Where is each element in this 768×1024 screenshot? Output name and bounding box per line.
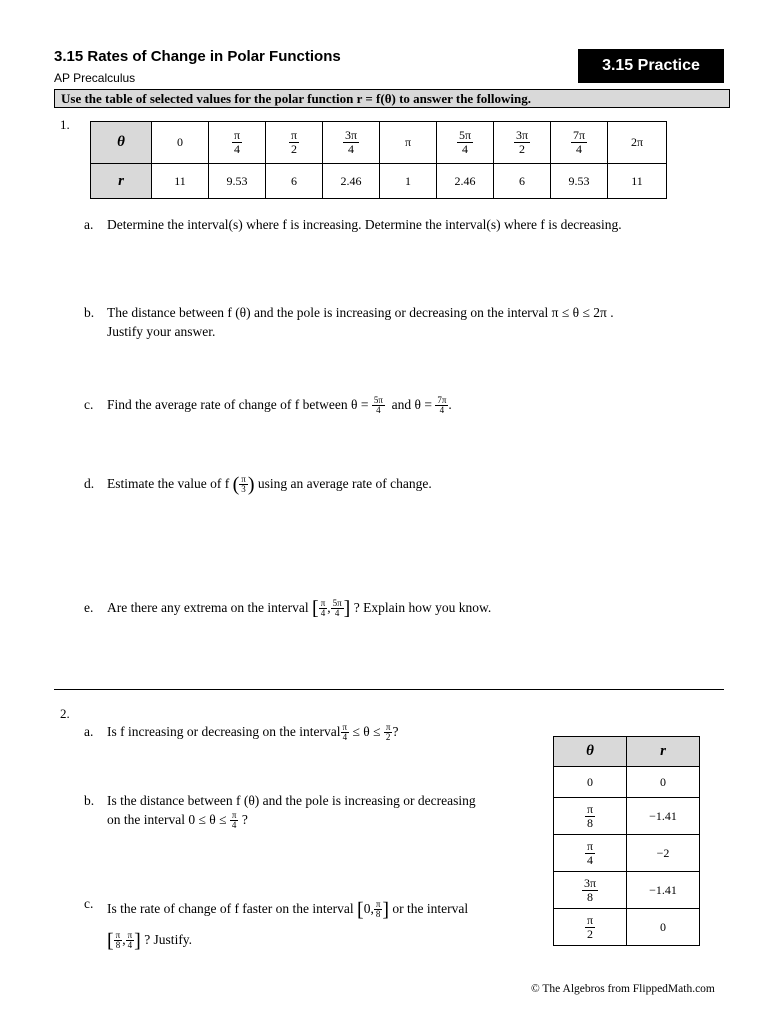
problem-1-number: 1. [60, 117, 70, 132]
r-cell: 11 [152, 164, 209, 199]
r-cell: 0 [627, 767, 700, 798]
theta-cell: π [380, 122, 437, 164]
question-1a [84, 215, 724, 235]
theta-cell: $\frac{3\pi}{2}$ [494, 122, 551, 164]
r-cell: −1.41 [627, 872, 700, 909]
r-cell: −2 [627, 835, 700, 872]
question-label: a. [84, 724, 94, 739]
question-label: d. [84, 476, 95, 491]
theta-cell: 0 [554, 767, 627, 798]
r-cell: 6 [266, 164, 323, 199]
question-2c [84, 894, 534, 954]
question-text: Estimate the value of f ( $\frac{\pi}{3}$ ) using an average rate of change. [107, 473, 432, 496]
theta-header: θ [91, 122, 152, 164]
theta-cell: $\frac{\pi}{4}$ [209, 122, 266, 164]
theta-cell: $\frac{3\pi}{4}$ [323, 122, 380, 164]
r-cell: 9.53 [551, 164, 608, 199]
theta-cell: $\frac{\pi}{2}$ [266, 122, 323, 164]
r-cell: −1.41 [627, 798, 700, 835]
worksheet-title: 3.15 Rates of Change in Polar Functions [54, 48, 341, 65]
question-2b [84, 791, 534, 835]
r-cell: 1 [380, 164, 437, 199]
question-text: Is f increasing or decreasing on the interval $\frac{\pi}{4}$ ≤ θ ≤ $\frac{\pi}{2}$ ? [107, 721, 399, 743]
theta-cell: $\frac{\pi}{8}$ [554, 798, 627, 835]
theta-cell: $\frac{3\pi}{8}$ [554, 872, 627, 909]
theta-cell: $\frac{\pi}{4}$ [554, 835, 627, 872]
r-cell: 2.46 [323, 164, 380, 199]
question-label: b. [84, 793, 95, 808]
r-cell: 11 [608, 164, 667, 199]
question-text: Find the average rate of change of f between θ = $\frac{5\pi}{4}$ and θ = $\frac{7\pi}{4}$ . [107, 394, 452, 416]
question-1c [84, 395, 724, 423]
r-header: r [627, 737, 700, 767]
question-label: c. [84, 397, 94, 412]
polar-values-table [90, 121, 667, 199]
theta-cell: 2π [608, 122, 667, 164]
r-cell: 6 [494, 164, 551, 199]
instructions-bar: Use the table of selected values for the polar function r = f(θ) to answer the following. [54, 89, 730, 108]
question-1b [84, 303, 724, 343]
question-text: The distance between f (θ) and the pole is increasing or decreasing on the interval π ≤ θ ≤ 2π . Justify your answer. [107, 305, 614, 339]
r-cell: 2.46 [437, 164, 494, 199]
copyright-footer: © The Algebros from FlippedMath.com [531, 983, 715, 995]
question-text: Is the rate of change of f faster on the interval [0, $\frac{\pi}{8}$ ] or the interval [ $\frac{\pi}{8}$ , $\frac{\pi}{4}$ ] ? Justify. [107, 898, 469, 952]
problem-2-number: 2. [60, 706, 70, 721]
section-divider [54, 689, 724, 690]
question-text: Is the distance between f (θ) and the pole is increasing or decreasing on the interval 0 ≤ θ ≤ $\frac{\pi}{4}$ ? [107, 793, 476, 831]
theta-header: θ [554, 737, 627, 767]
r-cell: 9.53 [209, 164, 266, 199]
question-label: e. [84, 600, 94, 615]
polar-values-table-2 [553, 736, 700, 946]
question-text: Determine the interval(s) where f is increasing. Determine the interval(s) where f is decreasing. [107, 217, 622, 232]
theta-cell: 0 [152, 122, 209, 164]
question-1e [84, 598, 724, 628]
question-label: c. [84, 896, 94, 911]
theta-cell: $\frac{5\pi}{4}$ [437, 122, 494, 164]
theta-cell: $\frac{7\pi}{4}$ [551, 122, 608, 164]
r-header: r [91, 164, 152, 199]
practice-badge: 3.15 Practice [578, 49, 724, 83]
r-cell: 0 [627, 909, 700, 946]
question-1d [84, 474, 724, 504]
question-label: a. [84, 217, 94, 232]
question-label: b. [84, 305, 95, 320]
theta-cell: $\frac{\pi}{2}$ [554, 909, 627, 946]
question-2a [84, 722, 534, 752]
course-name: AP Precalculus [54, 71, 136, 85]
question-text: Are there any extrema on the interval [ $\frac{\pi}{4}$ , $\frac{5\pi}{4}$ ] ? Explain how you know. [107, 597, 492, 620]
